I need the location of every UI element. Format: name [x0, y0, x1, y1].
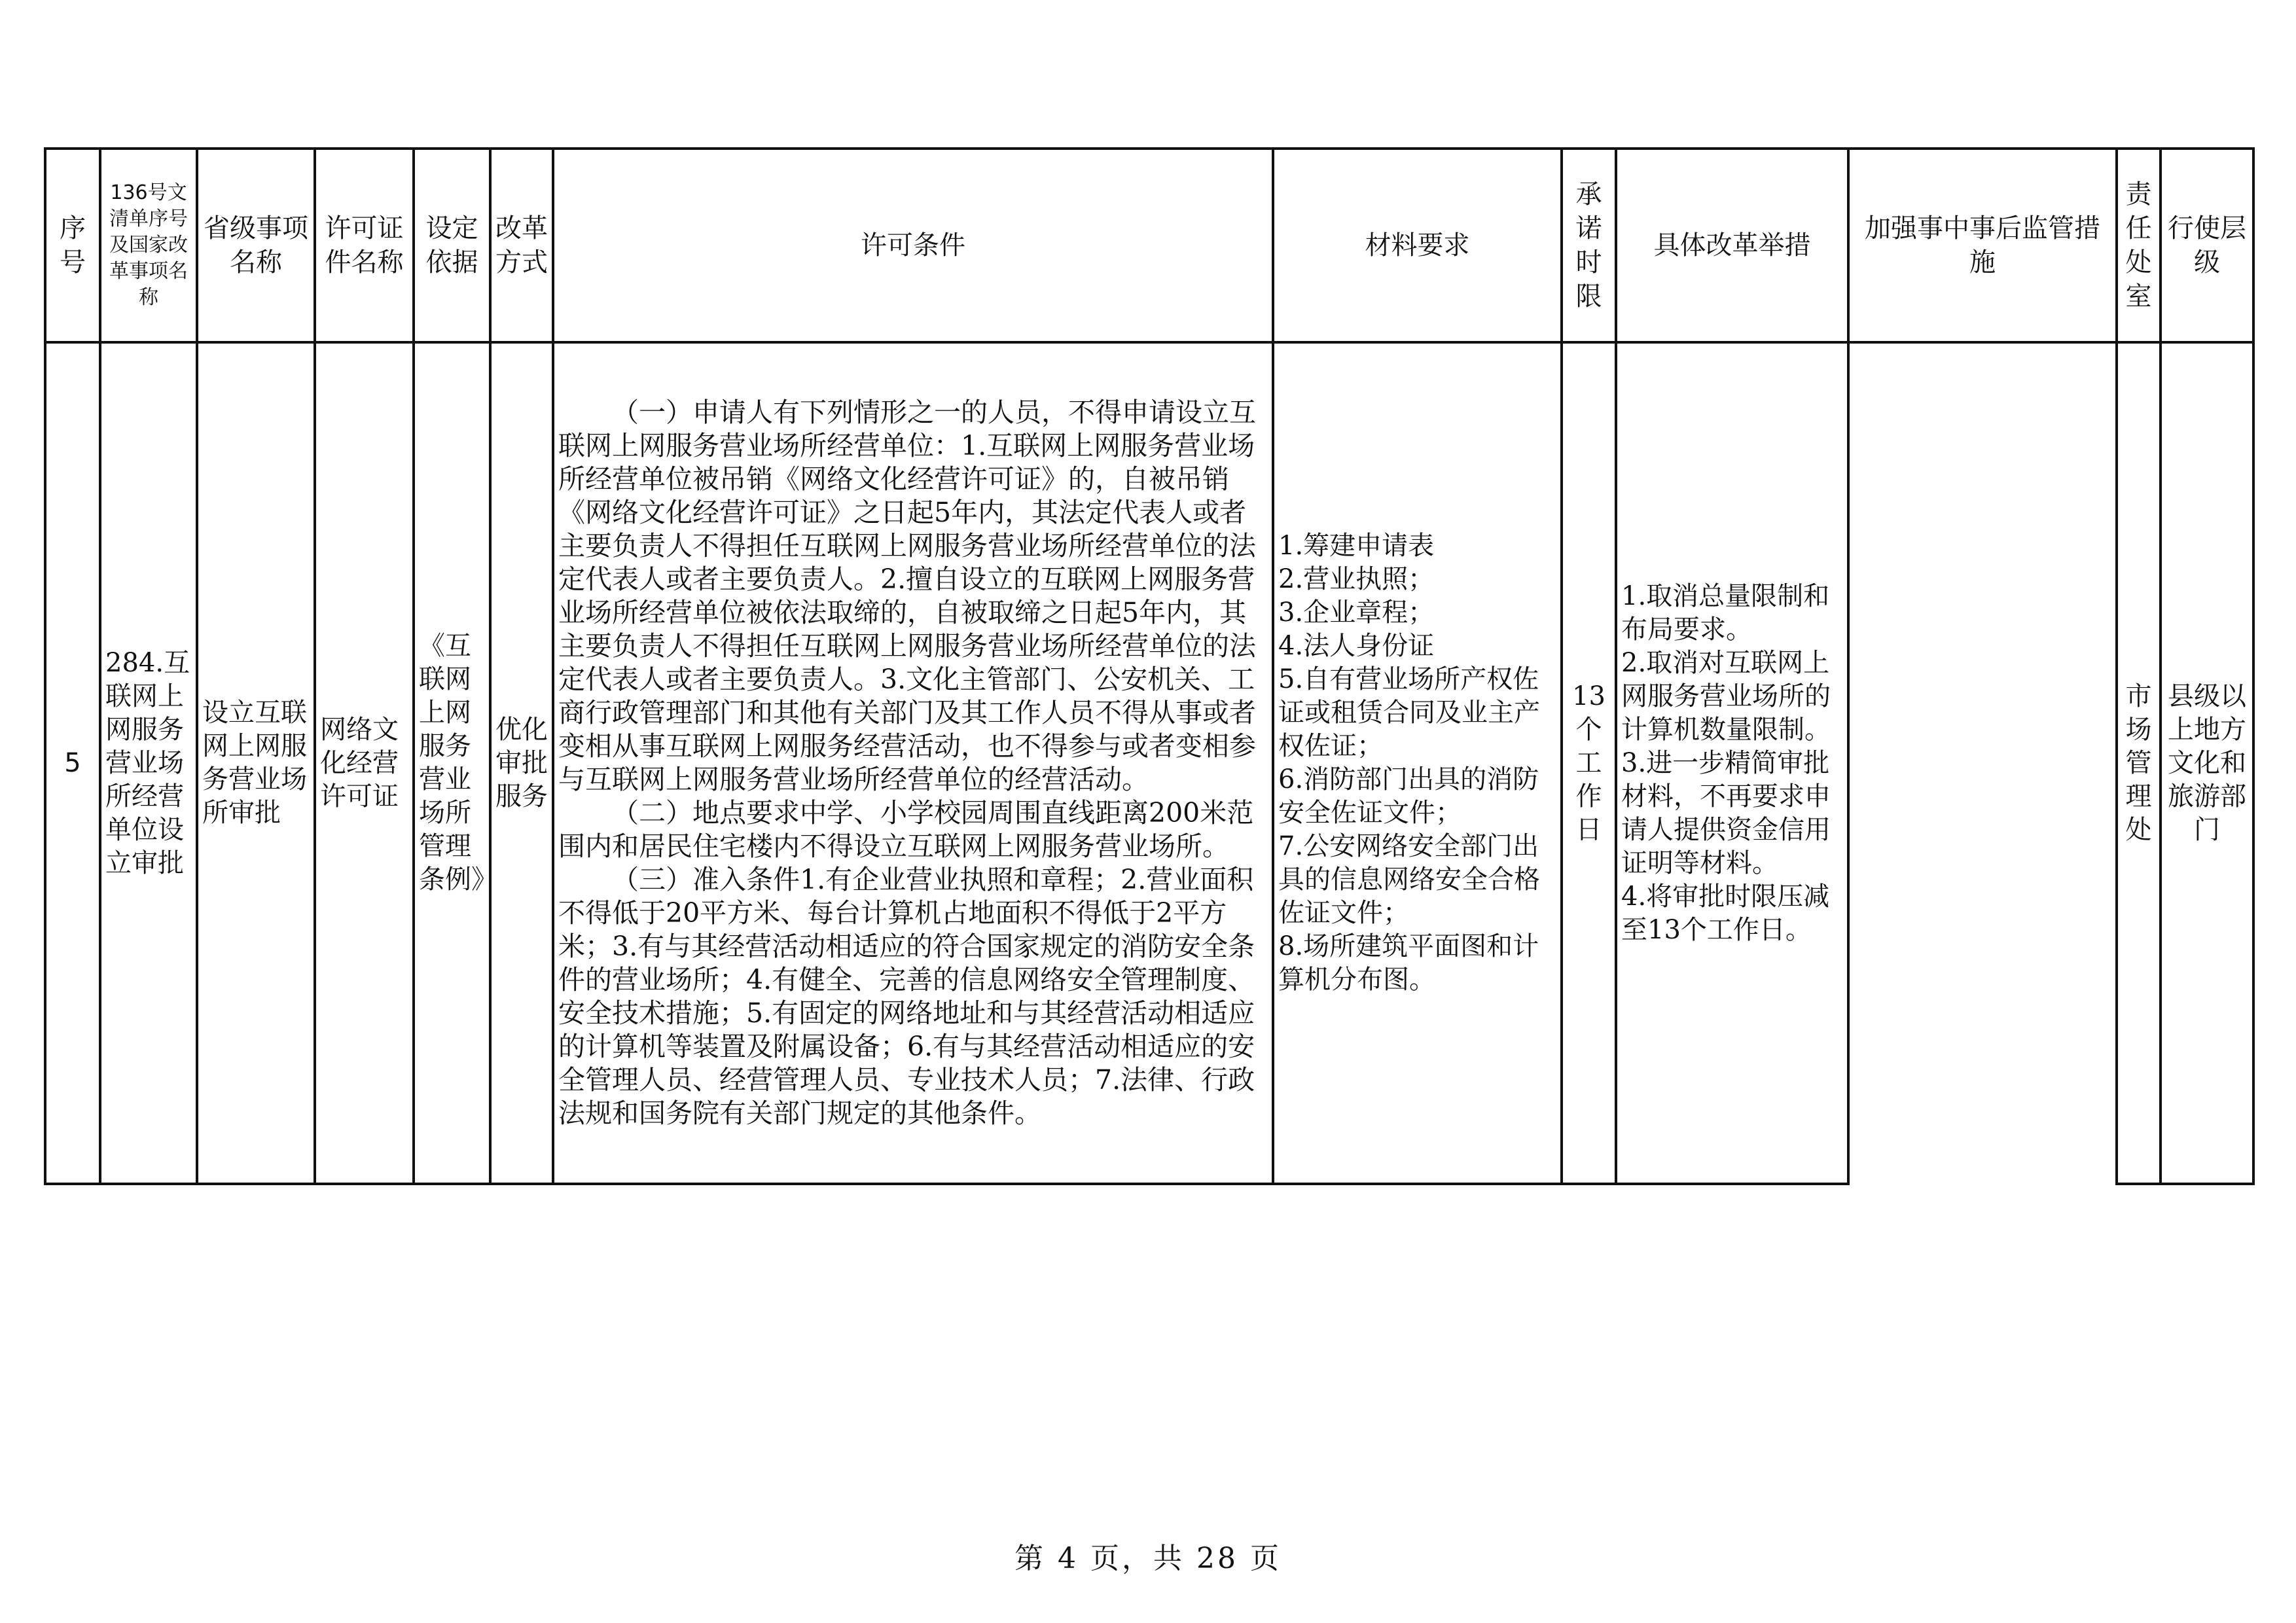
header-seq: 序号 — [45, 149, 100, 342]
header-license-name: 许可证件名称 — [315, 149, 414, 342]
header-national-item: 136号文清单序号及国家改革事项名称 — [100, 149, 197, 342]
material-item: 4.法人身份证 — [1278, 631, 1435, 661]
header-row — [45, 149, 2253, 342]
header-department: 责任处室 — [2117, 149, 2161, 342]
measure-item: 2.取消对互联网上网服务营业场所的计算机数量限制。 — [1621, 647, 1831, 745]
page-number: 第 4 页，共 28 页 — [1014, 1542, 1282, 1575]
cell-provincial-item: 设立互联网上网服务营业场所审批 — [197, 342, 315, 1184]
measure-item: 4.将审批时限压减至13个工作日。 — [1621, 881, 1830, 945]
measure-item: 1.取消总量限制和布局要求。 — [1621, 580, 1830, 645]
condition-paragraph: （二）地点要求中学、小学校园周围直线距离200米范围内和居民住宅楼内不得设立互联网上网服务营业场所。 — [558, 797, 1254, 862]
cell-national-item: 284.互联网上网服务营业场所经营单位设立审批 — [100, 342, 197, 1184]
material-item: 2.营业执照； — [1278, 564, 1435, 594]
cell-department: 市场管理处 — [2117, 342, 2161, 1184]
header-provincial-item: 省级事项名称 — [197, 149, 315, 342]
cell-license-name: 网络文化经营许可证 — [315, 342, 414, 1184]
cell-materials — [1273, 342, 1562, 1184]
condition-paragraph: （三）准入条件1.有企业营业执照和章程；2.营业面积不得低于20平方米、每台计算机占地面积不得低于2平方米；3.有与其经营活动相适应的符合国家规定的消防安全条件的营业场所；4.有健全、完善的信息网络安全管理制度、安全技术措施；5.有固定的网络地址和与其经营活动相适应的计算机等装置及附属设备；6.有与其经营活动相适应的安全管理人员、经营管理人员、专业技术人员；7.法律、行政法规和国务院有关部门规定的其他条件。 — [558, 864, 1255, 1129]
measure-item: 3.进一步精简审批材料，不再要求申请人提供资金信用证明等材料。 — [1621, 747, 1831, 878]
header-conditions: 许可条件 — [553, 149, 1273, 342]
header-reform-method: 改革方式 — [490, 149, 553, 342]
material-item: 8.场所建筑平面图和计算机分布图。 — [1278, 931, 1539, 995]
cell-measures — [1616, 342, 1848, 1184]
material-item: 6.消防部门出具的消防安全佐证文件； — [1278, 764, 1539, 828]
material-item: 7.公安网络安全部门出具的信息网络安全合格佐证文件； — [1278, 831, 1540, 928]
material-item: 5.自有营业场所产权佐证或租赁合同及业主产权佐证； — [1278, 664, 1540, 761]
cell-seq: 5 — [45, 342, 100, 1184]
cell-conditions — [553, 342, 1273, 1184]
header-measures: 具体改革举措 — [1616, 149, 1848, 342]
cell-basis: 《互联网上网服务营业场所管理条例》 — [414, 342, 490, 1184]
cell-reform-method: 优化审批服务 — [490, 342, 553, 1184]
cell-supervision — [1848, 342, 2117, 1184]
header-materials: 材料要求 — [1273, 149, 1562, 342]
cell-level: 县级以上地方文化和旅游部门 — [2161, 342, 2253, 1184]
reform-table — [44, 147, 2255, 1185]
header-level: 行使层级 — [2161, 149, 2253, 342]
header-supervision: 加强事中事后监管措施 — [1848, 149, 2117, 342]
material-item: 3.企业章程； — [1278, 597, 1435, 628]
condition-paragraph: （一）申请人有下列情形之一的人员，不得申请设立互联网上网服务营业场所经营单位：1.互联网上网服务营业场所经营单位被吊销《网络文化经营许可证》的，自被吊销《网络文化经营许可证》之日起5年内，其法定代表人或者主要负责人不得担任互联网上网服务营业场所经营单位的法定代表人或者主要负责人。2.擅自设立的互联网上网服务营业场所经营单位被依法取缔的，自被取缔之日起5年内，其主要负责人不得担任互联网上网服务营业场所经营单位的法定代表人或者主要负责人。3.文化主管部门、公安机关、工商行政管理部门和其他有关部门及其工作人员不得从事或者变相从事互联网上网服务经营活动，也不得参与或者变相参与互联网上网服务营业场所经营单位的经营活动。 — [558, 397, 1256, 795]
cell-time-limit: 13个工作日 — [1562, 342, 1616, 1184]
material-item: 1.筹建申请表 — [1278, 531, 1435, 561]
header-time-limit: 承诺时限 — [1562, 149, 1616, 342]
header-basis: 设定依据 — [414, 149, 490, 342]
table-row — [45, 342, 2253, 1184]
